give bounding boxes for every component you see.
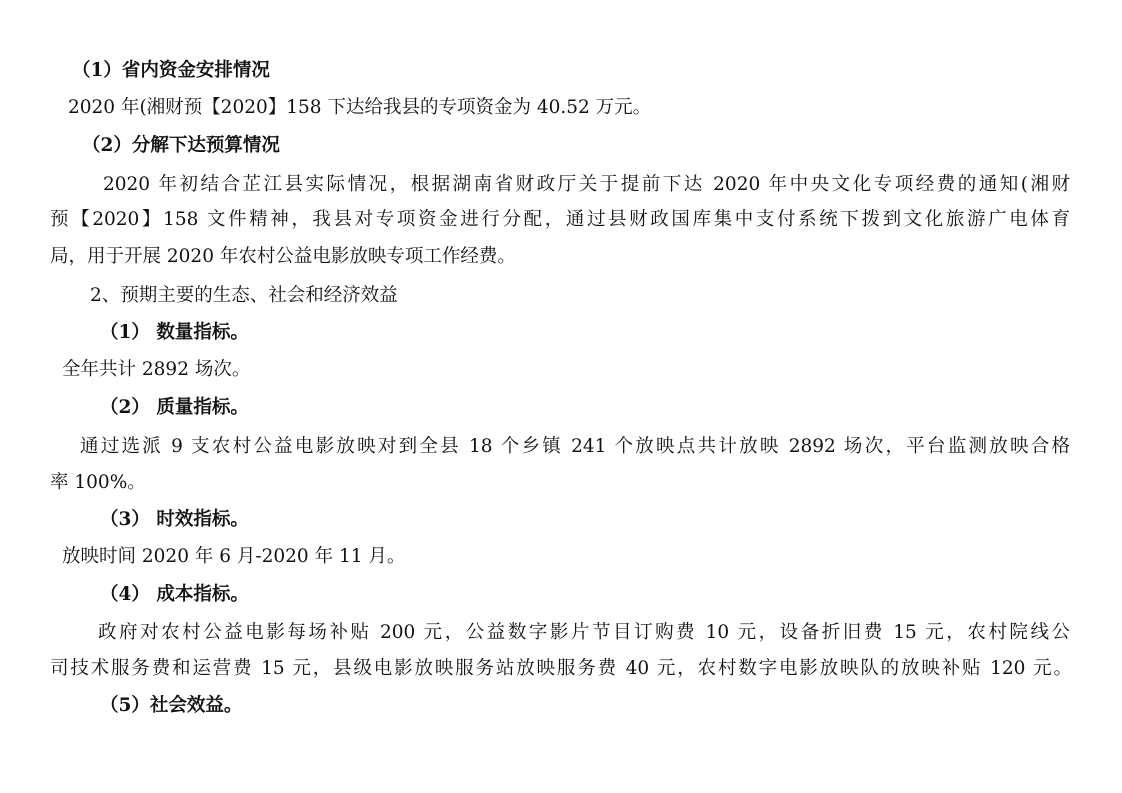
section-heading-benefits: 2、预期主要的生态、社会和经济效益 — [90, 285, 398, 306]
paragraph-quality-line-1: 通过选派 9 支农村公益电影放映对到全县 18 个乡镇 241 个放映点共计放映 2892 场次，平台监测放映合格 — [80, 436, 1070, 457]
heading-timeliness-indicator: （3） 时效指标。 — [100, 509, 249, 530]
paragraph-quality-line-2: 率 100%。 — [50, 472, 146, 493]
paragraph-cost-line-2: 司技术服务费和运营费 15 元，县级电影放映服务站放映服务费 40 元，农村数字电影放映队的放映补贴 120 元。 — [50, 658, 1072, 679]
paragraph-budget-line-2: 预【2020】158 文件精神，我县对专项资金进行分配，通过县财政国库集中支付系统下拨到文化旅游广电体育 — [50, 209, 1070, 230]
paragraph-timeliness: 放映时间 2020 年 6 月-2020 年 11 月。 — [62, 546, 406, 567]
heading-quantity-indicator: （1） 数量指标。 — [100, 322, 249, 343]
heading-social-benefit: （5）社会效益。 — [100, 695, 243, 716]
paragraph-funds-amount: 2020 年(湘财预【2020】158 下达给我县的专项资金为 40.52 万元。 — [68, 97, 652, 118]
heading-provincial-funds: （1）省内资金安排情况 — [72, 60, 270, 81]
heading-cost-indicator: （4） 成本指标。 — [100, 584, 249, 605]
paragraph-budget-line-3: 局，用于开展 2020 年农村公益电影放映专项工作经费。 — [50, 246, 516, 267]
paragraph-quantity: 全年共计 2892 场次。 — [62, 359, 251, 380]
heading-budget-allocation: （2）分解下达预算情况 — [82, 135, 280, 156]
heading-quality-indicator: （2） 质量指标。 — [100, 397, 249, 418]
paragraph-budget-line-1: 2020 年初结合芷江县实际情况，根据湖南省财政厅关于提前下达 2020 年中央文化专项经费的通知(湘财 — [103, 174, 1070, 195]
paragraph-cost-line-1: 政府对农村公益电影每场补贴 200 元，公益数字影片节目订购费 10 元，设备折旧费 15 元，农村院线公 — [98, 622, 1070, 643]
